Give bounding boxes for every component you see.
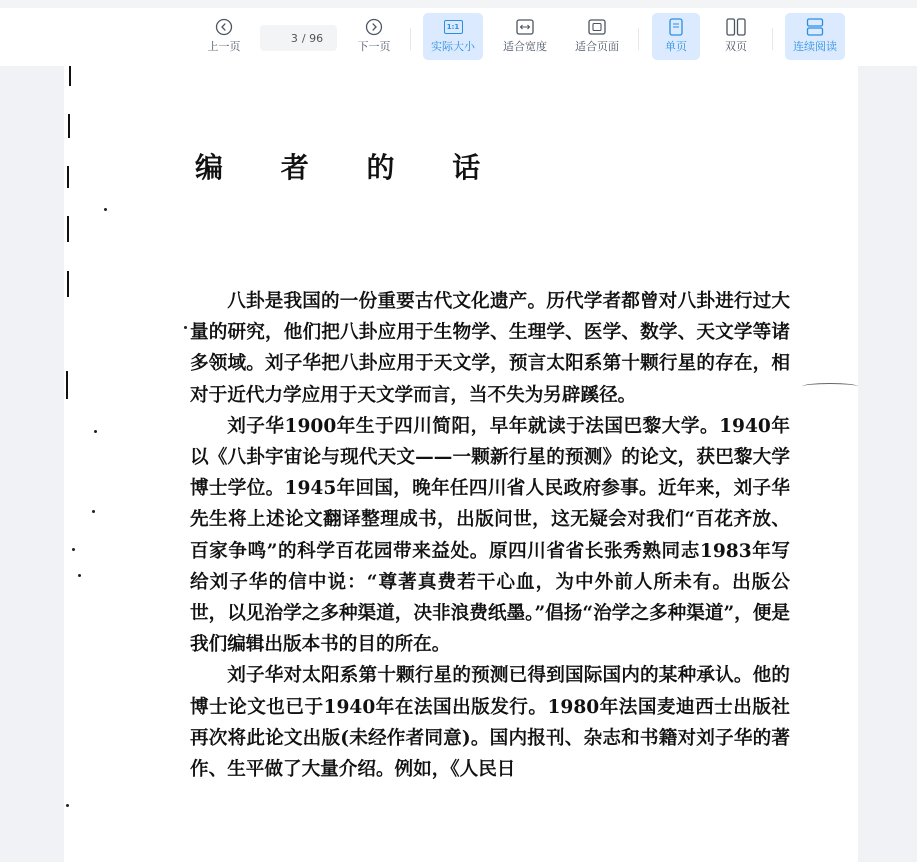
- chevron-right-circle-icon: [365, 16, 383, 38]
- fit-page-icon: [588, 16, 606, 38]
- single-page-button[interactable]: [652, 13, 700, 60]
- scan-speck: [72, 548, 75, 551]
- scan-speck: [184, 326, 187, 329]
- scan-artifact: [69, 66, 71, 86]
- document-page[interactable]: [64, 66, 858, 862]
- scan-artifact: [67, 271, 69, 297]
- single-page-label: 单页: [665, 40, 687, 53]
- page-indicator: [260, 25, 337, 51]
- scan-artifact: [67, 216, 69, 242]
- continuous-reading-icon: [806, 16, 824, 38]
- fit-width-label: 适合宽度: [503, 40, 547, 53]
- scan-artifact: [68, 114, 70, 138]
- next-page-button[interactable]: [351, 13, 397, 60]
- scan-artifact: [802, 383, 858, 390]
- toolbar-divider: [638, 28, 639, 50]
- next-page-label: 下一页: [357, 40, 391, 53]
- fit-width-icon: [516, 16, 534, 38]
- fit-page-label: 适合页面: [575, 40, 619, 53]
- reader-toolbar: [0, 0, 917, 66]
- fit-page-button[interactable]: [568, 13, 626, 60]
- total-pages: / 96: [301, 31, 324, 45]
- continuous-reading-label: 连续阅读: [793, 40, 837, 53]
- scan-artifact: [66, 371, 68, 399]
- actual-size-icon: [444, 16, 463, 38]
- paragraph: 刘子华1900年生于四川简阳，早年就读于法国巴黎大学。1940年以《八卦宇宙论与现代天文——一颗新行星的预测》的论文，获巴黎大学博士学位。1945年回国，晚年任四川省人民政府参事。近年来，刘子华先生将上述论文翻译整理成书，出版问世，这无疑会对我们“百花齐放、百家争鸣”的科学百花园带来益处。原四川省省长张秀熟同志1983年写给刘子华的信中说：“尊著真费若干心血，为中外前人所未有。出版公世，以见治学之多种渠道，决非浪费纸墨。”倡扬“治学之多种渠道”，便是我们编辑出版本书的目的所在。: [190, 415, 790, 656]
- actual-size-button[interactable]: [423, 13, 483, 60]
- current-page-input[interactable]: 3: [290, 31, 298, 45]
- continuous-reading-button[interactable]: [785, 13, 845, 60]
- fit-width-button[interactable]: [496, 13, 554, 60]
- single-page-icon: [669, 16, 683, 38]
- page-title: 编 者 的 话: [195, 151, 505, 184]
- scan-speck: [94, 430, 97, 433]
- double-page-icon: [726, 16, 746, 38]
- prev-page-label: 上一页: [207, 40, 241, 53]
- toolbar-divider: [772, 28, 773, 50]
- scan-speck: [66, 804, 69, 807]
- prev-page-button[interactable]: [201, 13, 247, 60]
- actual-size-icon-text: 1:1: [444, 20, 463, 34]
- scan-speck: [78, 574, 81, 577]
- paragraph: 刘子华对太阳系第十颗行星的预测已得到国际国内的某种承认。他的博士论文也已于1940年在法国出版发行。1980年法国麦迪西士出版社再次将此论文出版(未经作者同意)。国内报刊、杂志和书籍对刘子华的著作、生平做了大量介绍。例如，《人民日: [190, 665, 790, 781]
- chevron-left-circle-icon: [215, 16, 233, 38]
- toolbar-divider: [410, 28, 411, 50]
- scan-speck: [92, 510, 95, 513]
- actual-size-label: 实际大小: [431, 40, 475, 53]
- double-page-label: 双页: [725, 40, 747, 53]
- scan-speck: [104, 208, 107, 211]
- paragraph: 八卦是我国的一份重要古代文化遗产。历代学者都曾对八卦进行过大量的研究，他们把八卦应用于生物学、生理学、医学、数学、天文学等诸多领域。刘子华把八卦应用于天文学，预言太阳系第十颗行星的存在，相对于近代力学应用于天文学而言，当不失为另辟蹊径。: [190, 291, 790, 406]
- scan-artifact: [67, 166, 69, 188]
- page-body: [190, 286, 790, 785]
- double-page-button[interactable]: [712, 13, 760, 60]
